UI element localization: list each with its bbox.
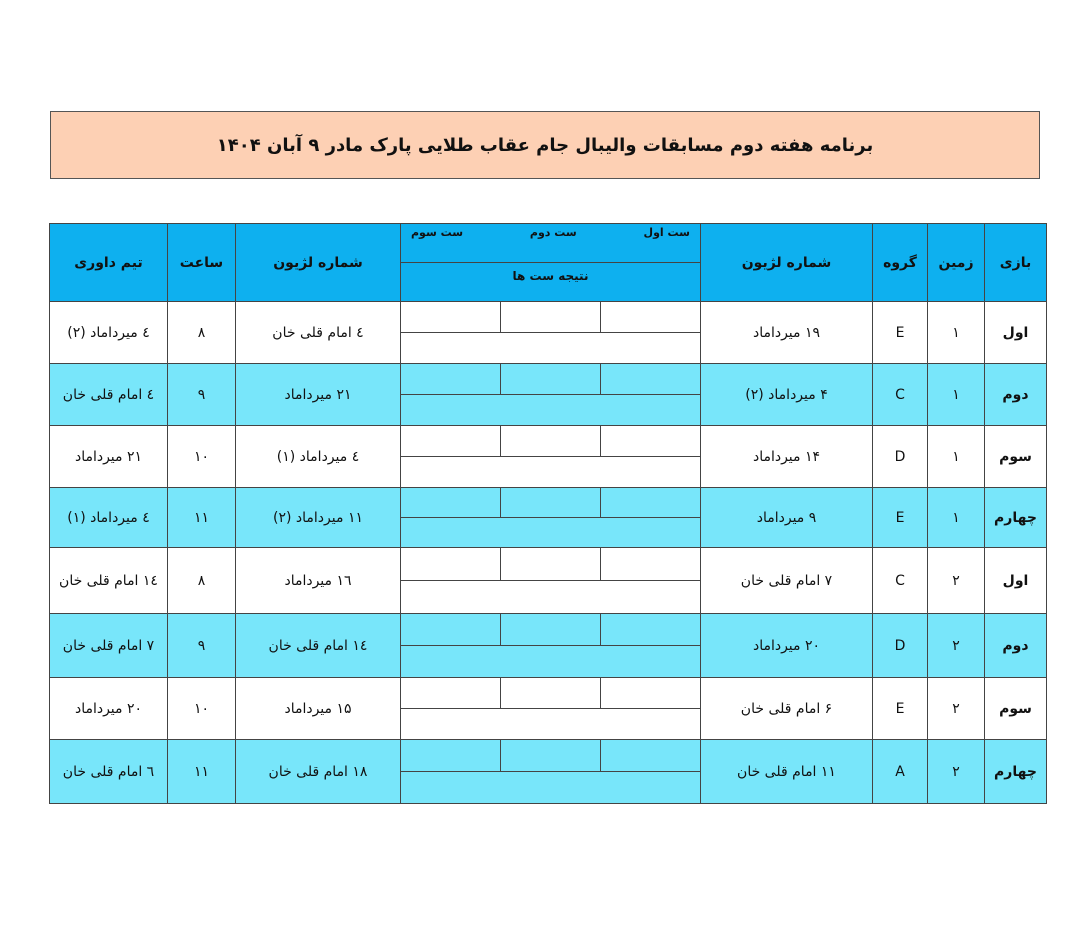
set-scores[interactable] <box>401 488 700 518</box>
team-a-cell: ۱۱ امام قلی خان <box>701 740 873 804</box>
set-result-input[interactable] <box>401 457 700 487</box>
set-result-input[interactable] <box>401 709 700 739</box>
court-cell: ۱ <box>928 426 985 488</box>
team-b-cell: ۱٤ امام قلی خان <box>236 614 401 678</box>
set3-score-input[interactable] <box>401 488 500 517</box>
header-set3: ست سوم <box>411 226 464 239</box>
set1-score-input[interactable] <box>600 678 700 708</box>
header-court: زمین <box>928 224 985 302</box>
page-title: برنامه هفته دوم مسابقات والیبال جام عقاب طلایی پارک مادر ۹ آبان ۱۴۰۴ <box>216 134 874 156</box>
team-a-cell: ۱۴ میرداماد <box>701 426 873 488</box>
set3-score-input[interactable] <box>401 302 500 332</box>
header-time: ساعت <box>168 224 236 302</box>
schedule-table <box>49 223 1047 804</box>
set-result-input[interactable] <box>401 772 700 803</box>
set2-score-input[interactable] <box>500 614 600 645</box>
set1-score-input[interactable] <box>600 614 700 645</box>
set3-score-input[interactable] <box>401 740 500 771</box>
set-scores[interactable] <box>401 364 700 395</box>
referee-cell: ٤ امام قلی خان <box>50 364 168 426</box>
group-cell: E <box>873 488 928 548</box>
time-cell: ۸ <box>168 548 236 614</box>
score-cell <box>401 548 701 614</box>
set1-score-input[interactable] <box>600 488 700 517</box>
time-cell: ۸ <box>168 302 236 364</box>
header-set2: ست دوم <box>529 226 577 239</box>
referee-cell: ٤ میرداماد (۲) <box>50 302 168 364</box>
referee-cell: ۲۱ میرداماد <box>50 426 168 488</box>
team-a-cell: ۱۹ میرداماد <box>701 302 873 364</box>
time-cell: ۹ <box>168 364 236 426</box>
table-row <box>50 740 1047 804</box>
team-b-cell: ٤ میرداماد (۱) <box>236 426 401 488</box>
set1-score-input[interactable] <box>600 740 700 771</box>
team-b-cell: ۱٦ میرداماد <box>236 548 401 614</box>
court-cell: ۲ <box>928 740 985 804</box>
referee-cell: ۷ امام قلی خان <box>50 614 168 678</box>
set1-score-input[interactable] <box>600 364 700 394</box>
game-cell: اول <box>985 548 1047 614</box>
header-team-a: شماره لژیون <box>701 224 873 302</box>
set1-score-input[interactable] <box>600 426 700 456</box>
game-cell: چهارم <box>985 488 1047 548</box>
time-cell: ۱۰ <box>168 678 236 740</box>
score-cell <box>401 678 701 740</box>
set-scores[interactable] <box>401 426 700 457</box>
set-scores[interactable] <box>401 678 700 709</box>
referee-cell: ۱٤ امام قلی خان <box>50 548 168 614</box>
set2-score-input[interactable] <box>500 364 600 394</box>
game-cell: اول <box>985 302 1047 364</box>
court-cell: ۱ <box>928 364 985 426</box>
score-cell <box>401 364 701 426</box>
title-banner <box>50 111 1040 179</box>
header-group: گروه <box>873 224 928 302</box>
referee-cell: ٤ میرداماد (۱) <box>50 488 168 548</box>
set-result-input[interactable] <box>401 333 700 363</box>
set3-score-input[interactable] <box>401 426 500 456</box>
game-cell: چهارم <box>985 740 1047 804</box>
table-row <box>50 678 1047 740</box>
set3-score-input[interactable] <box>401 678 500 708</box>
set3-score-input[interactable] <box>401 364 500 394</box>
time-cell: ۱۱ <box>168 740 236 804</box>
team-b-cell: ٤ امام قلی خان <box>236 302 401 364</box>
set-scores[interactable] <box>401 614 700 646</box>
set2-score-input[interactable] <box>500 426 600 456</box>
set1-score-input[interactable] <box>600 548 700 580</box>
team-a-cell: ۷ امام قلی خان <box>701 548 873 614</box>
schedule-body <box>50 302 1047 804</box>
score-cell <box>401 614 701 678</box>
score-cell <box>401 488 701 548</box>
header-sets <box>401 224 701 302</box>
score-cell <box>401 426 701 488</box>
court-cell: ۲ <box>928 614 985 678</box>
team-b-cell: ۱۸ امام قلی خان <box>236 740 401 804</box>
header-team-b: شماره لژیون <box>236 224 401 302</box>
score-cell <box>401 302 701 364</box>
court-cell: ۲ <box>928 678 985 740</box>
table-row <box>50 302 1047 364</box>
game-cell: سوم <box>985 678 1047 740</box>
group-cell: C <box>873 364 928 426</box>
score-cell <box>401 740 701 804</box>
table-row <box>50 488 1047 548</box>
set2-score-input[interactable] <box>500 740 600 771</box>
table-row <box>50 548 1047 614</box>
set2-score-input[interactable] <box>500 488 600 517</box>
team-a-cell: ۲۰ میرداماد <box>701 614 873 678</box>
table-row <box>50 614 1047 678</box>
header-set-result: نتیجه ست ها <box>512 269 589 283</box>
game-cell: دوم <box>985 614 1047 678</box>
set1-score-input[interactable] <box>600 302 700 332</box>
court-cell: ۱ <box>928 488 985 548</box>
time-cell: ۱۰ <box>168 426 236 488</box>
group-cell: D <box>873 426 928 488</box>
header-game: بازی <box>985 224 1047 302</box>
set-scores[interactable] <box>401 740 700 772</box>
set-scores[interactable] <box>401 302 700 333</box>
group-cell: D <box>873 614 928 678</box>
referee-cell: ٦ امام قلی خان <box>50 740 168 804</box>
set-scores[interactable] <box>401 548 700 581</box>
group-cell: A <box>873 740 928 804</box>
team-a-cell: ۶ امام قلی خان <box>701 678 873 740</box>
header-row <box>50 224 1047 302</box>
header-set1: ست اول <box>643 226 690 239</box>
court-cell: ۲ <box>928 548 985 614</box>
game-cell: دوم <box>985 364 1047 426</box>
set-result-input[interactable] <box>401 518 700 547</box>
set-result-input[interactable] <box>401 395 700 425</box>
set2-score-input[interactable] <box>500 302 600 332</box>
team-b-cell: ۱۱ میرداماد (۲) <box>236 488 401 548</box>
set-result-input[interactable] <box>401 581 700 613</box>
group-cell: C <box>873 548 928 614</box>
set-result-input[interactable] <box>401 646 700 677</box>
game-cell: سوم <box>985 426 1047 488</box>
time-cell: ۱۱ <box>168 488 236 548</box>
set3-score-input[interactable] <box>401 614 500 645</box>
group-cell: E <box>873 678 928 740</box>
time-cell: ۹ <box>168 614 236 678</box>
referee-cell: ۲۰ میرداماد <box>50 678 168 740</box>
team-b-cell: ۱۵ میرداماد <box>236 678 401 740</box>
team-a-cell: ۴ میرداماد (۲) <box>701 364 873 426</box>
table-row <box>50 364 1047 426</box>
set2-score-input[interactable] <box>500 678 600 708</box>
group-cell: E <box>873 302 928 364</box>
set3-score-input[interactable] <box>401 548 500 580</box>
table-row <box>50 426 1047 488</box>
team-a-cell: ۹ میرداماد <box>701 488 873 548</box>
court-cell: ۱ <box>928 302 985 364</box>
header-referee: تیم داوری <box>50 224 168 302</box>
set2-score-input[interactable] <box>500 548 600 580</box>
team-b-cell: ۲۱ میرداماد <box>236 364 401 426</box>
